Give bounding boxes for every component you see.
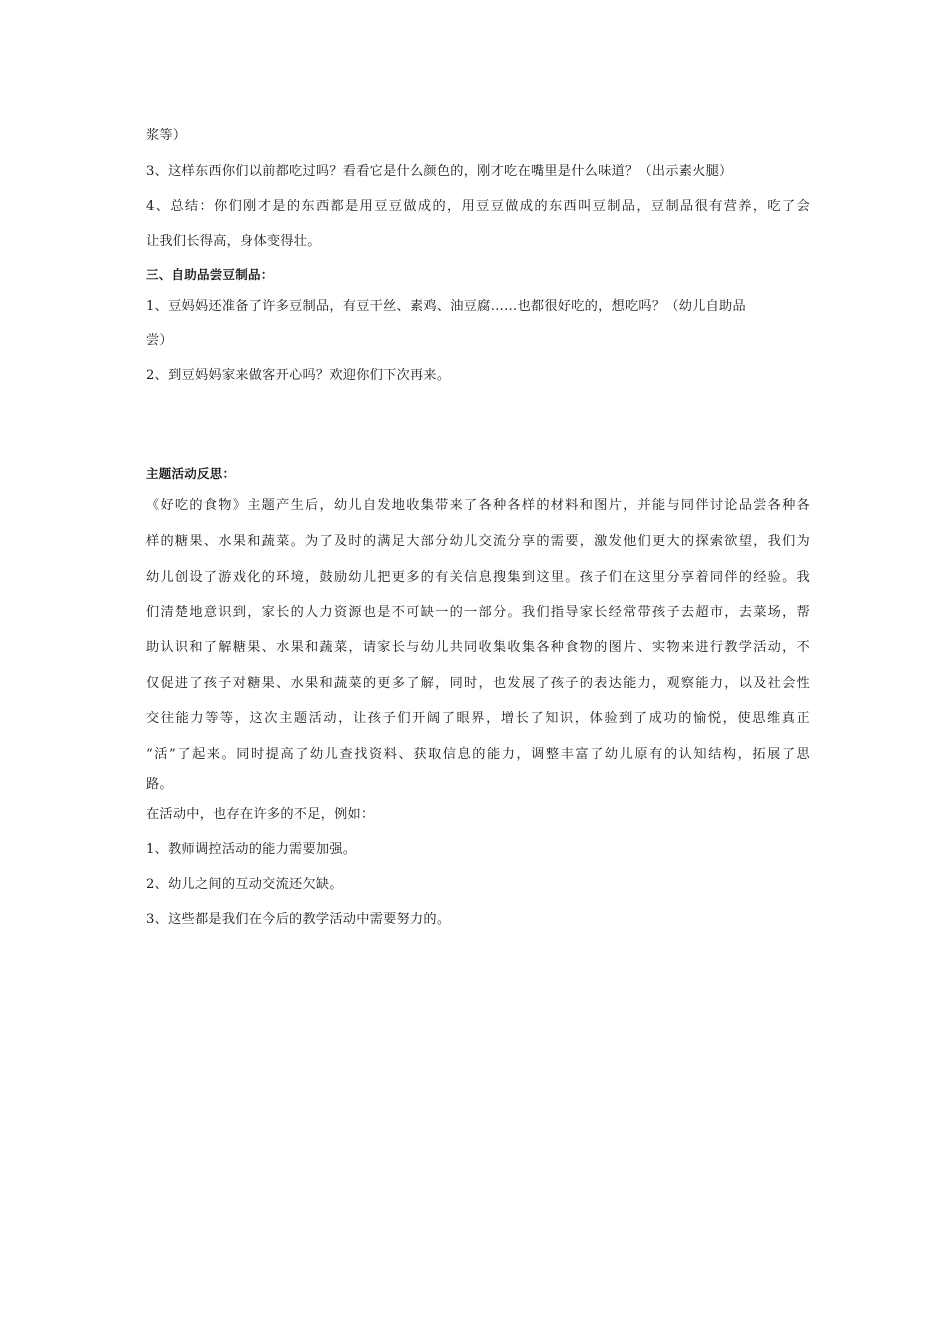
shortcoming-item: 1、教师调控活动的能力需要加强。 [146, 842, 357, 857]
section-two-item4-line1: 4、总结：你们刚才是的东西都是用豆豆做成的，用豆豆做成的东西叫豆制品，豆制品很有营养，吃了会 [146, 199, 810, 214]
reflection-paragraph-line: “活”了起来。同时提高了幼儿查找资料、获取信息的能力，调整丰富了幼儿原有的认知结构，拓展了思 [146, 747, 810, 762]
reflection-paragraph-line: 路。 [146, 777, 173, 792]
reflection-heading: 主题活动反思： [146, 466, 236, 481]
reflection-paragraph-line: 仅促进了孩子对糖果、水果和蔬菜的更多了解，同时，也发展了孩子的表达能力，观察能力，以及社会性 [146, 676, 810, 691]
reflection-paragraph-line: 《好吃的食物》主题产生后，幼儿自发地收集带来了各种各样的材料和图片，并能与同伴讨论品尝各种各 [146, 498, 810, 513]
section-three-item2: 2、到豆妈妈家来做客开心吗？欢迎你们下次再来。 [146, 368, 451, 383]
reflection-paragraph-line: 助认识和了解糖果、水果和蔬菜，请家长与幼儿共同收集收集各种食物的图片、实物来进行教学活动，不 [146, 640, 810, 655]
reflection-paragraph-line: 幼儿创设了游戏化的环境，鼓励幼儿把更多的有关信息搜集到这里。孩子们在这里分享着同伴的经验。我 [146, 570, 810, 585]
shortcomings-intro: 在活动中，也存在许多的不足，例如： [146, 807, 375, 822]
section-three-item1-line2: 尝） [146, 333, 173, 348]
section-three-heading: 三、自助品尝豆制品： [146, 267, 274, 282]
document-page [146, 0, 810, 1344]
section-two-item3: 3、这样东西你们以前都吃过吗？看看它是什么颜色的，刚才吃在嘴里是什么味道？（出示素火腿） [146, 164, 733, 179]
section-two-item2-continuation: 浆等） [146, 128, 187, 143]
reflection-paragraph-line: 样的糖果、水果和蔬菜。为了及时的满足大部分幼儿交流分享的需要，激发他们更大的探索欲望，我们为 [146, 534, 810, 549]
section-two-item4-line2: 让我们长得高，身体变得壮。 [146, 234, 321, 249]
shortcoming-item: 2、幼儿之间的互动交流还欠缺。 [146, 877, 343, 892]
reflection-paragraph-line: 们清楚地意识到，家长的人力资源也是不可缺一的一部分。我们指导家长经常带孩子去超市，去菜场，帮 [146, 605, 810, 620]
section-three-item1-line1: 1、豆妈妈还准备了许多豆制品，有豆干丝、素鸡、油豆腐……也都很好吃的，想吃吗？（幼儿自助品 [146, 299, 746, 314]
shortcoming-item: 3、这些都是我们在今后的教学活动中需要努力的。 [146, 912, 451, 927]
reflection-paragraph-line: 交往能力等等，这次主题活动，让孩子们开阔了眼界，增长了知识，体验到了成功的愉悦，使思维真正 [146, 711, 810, 726]
